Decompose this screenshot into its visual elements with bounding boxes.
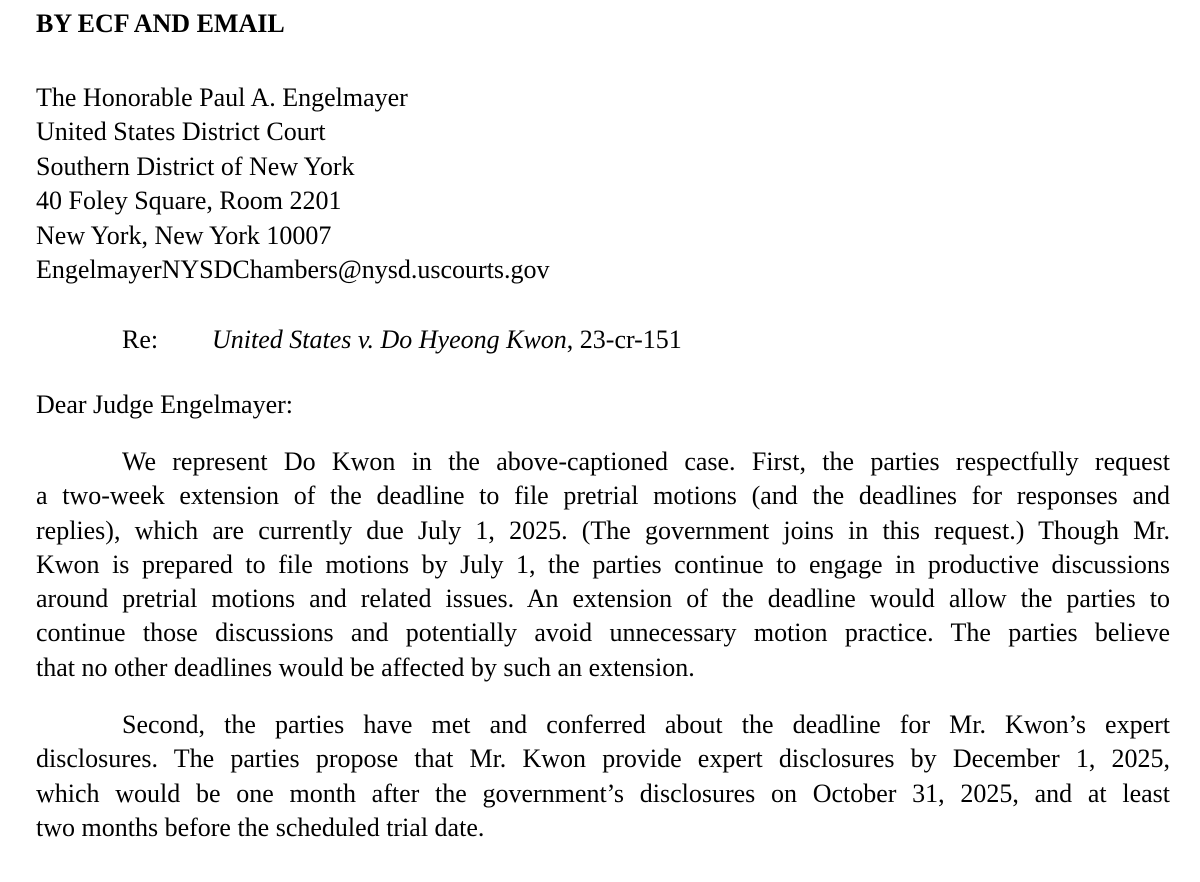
re-case-number: , 23-cr-151 <box>566 325 682 354</box>
paragraph-line: that no other deadlines would be affected by such an extension. <box>36 652 695 682</box>
addressee-court: United States District Court <box>36 117 326 147</box>
paragraph-line: around pretrial motions and related issues. An extension of the deadline would allow the parties to <box>36 584 1170 614</box>
paragraph-line: Kwon is prepared to file motions by July 1, the parties continue to engage in productive discussions <box>36 549 1170 579</box>
body-paragraph-2 <box>36 708 1170 845</box>
re-label: Re: <box>122 325 159 354</box>
addressee-city: New York, New York 10007 <box>36 220 332 250</box>
delivery-method-heading: BY ECF AND EMAIL <box>36 9 285 38</box>
paragraph-line: a two-week extension of the deadline to file pretrial motions (and the deadlines for responses and <box>36 481 1170 511</box>
addressee-email: EngelmayerNYSDChambers@nysd.uscourts.gov <box>36 255 550 285</box>
re-line <box>122 320 682 360</box>
re-case-name: United States v. Do Hyeong Kwon <box>212 325 567 354</box>
paragraph-line: continue those discussions and potentially avoid unnecessary motion practice. The parties believe <box>36 618 1170 648</box>
paragraph-line: Second, the parties have met and conferred about the deadline for Mr. Kwon’s expert <box>122 710 1170 739</box>
paragraph-line: replies), which are currently due July 1, 2025. (The government joins in this request.) Though Mr. <box>36 515 1170 545</box>
salutation: Dear Judge Engelmayer: <box>36 390 294 419</box>
paragraph-line: which would be one month after the government’s disclosures on October 31, 2025, and at least <box>36 778 1170 808</box>
body-paragraph-1 <box>36 445 1170 685</box>
addressee-name: The Honorable Paul A. Engelmayer <box>36 83 408 112</box>
addressee-block <box>36 81 550 287</box>
paragraph-line: disclosures. The parties propose that Mr. Kwon provide expert disclosures by December 1, 2025, <box>36 744 1170 774</box>
addressee-street: 40 Foley Square, Room 2201 <box>36 186 342 216</box>
addressee-district: Southern District of New York <box>36 151 355 181</box>
paragraph-line: two months before the scheduled trial date. <box>36 812 485 842</box>
paragraph-line: We represent Do Kwon in the above-captioned case. First, the parties respectfully request <box>122 447 1170 476</box>
